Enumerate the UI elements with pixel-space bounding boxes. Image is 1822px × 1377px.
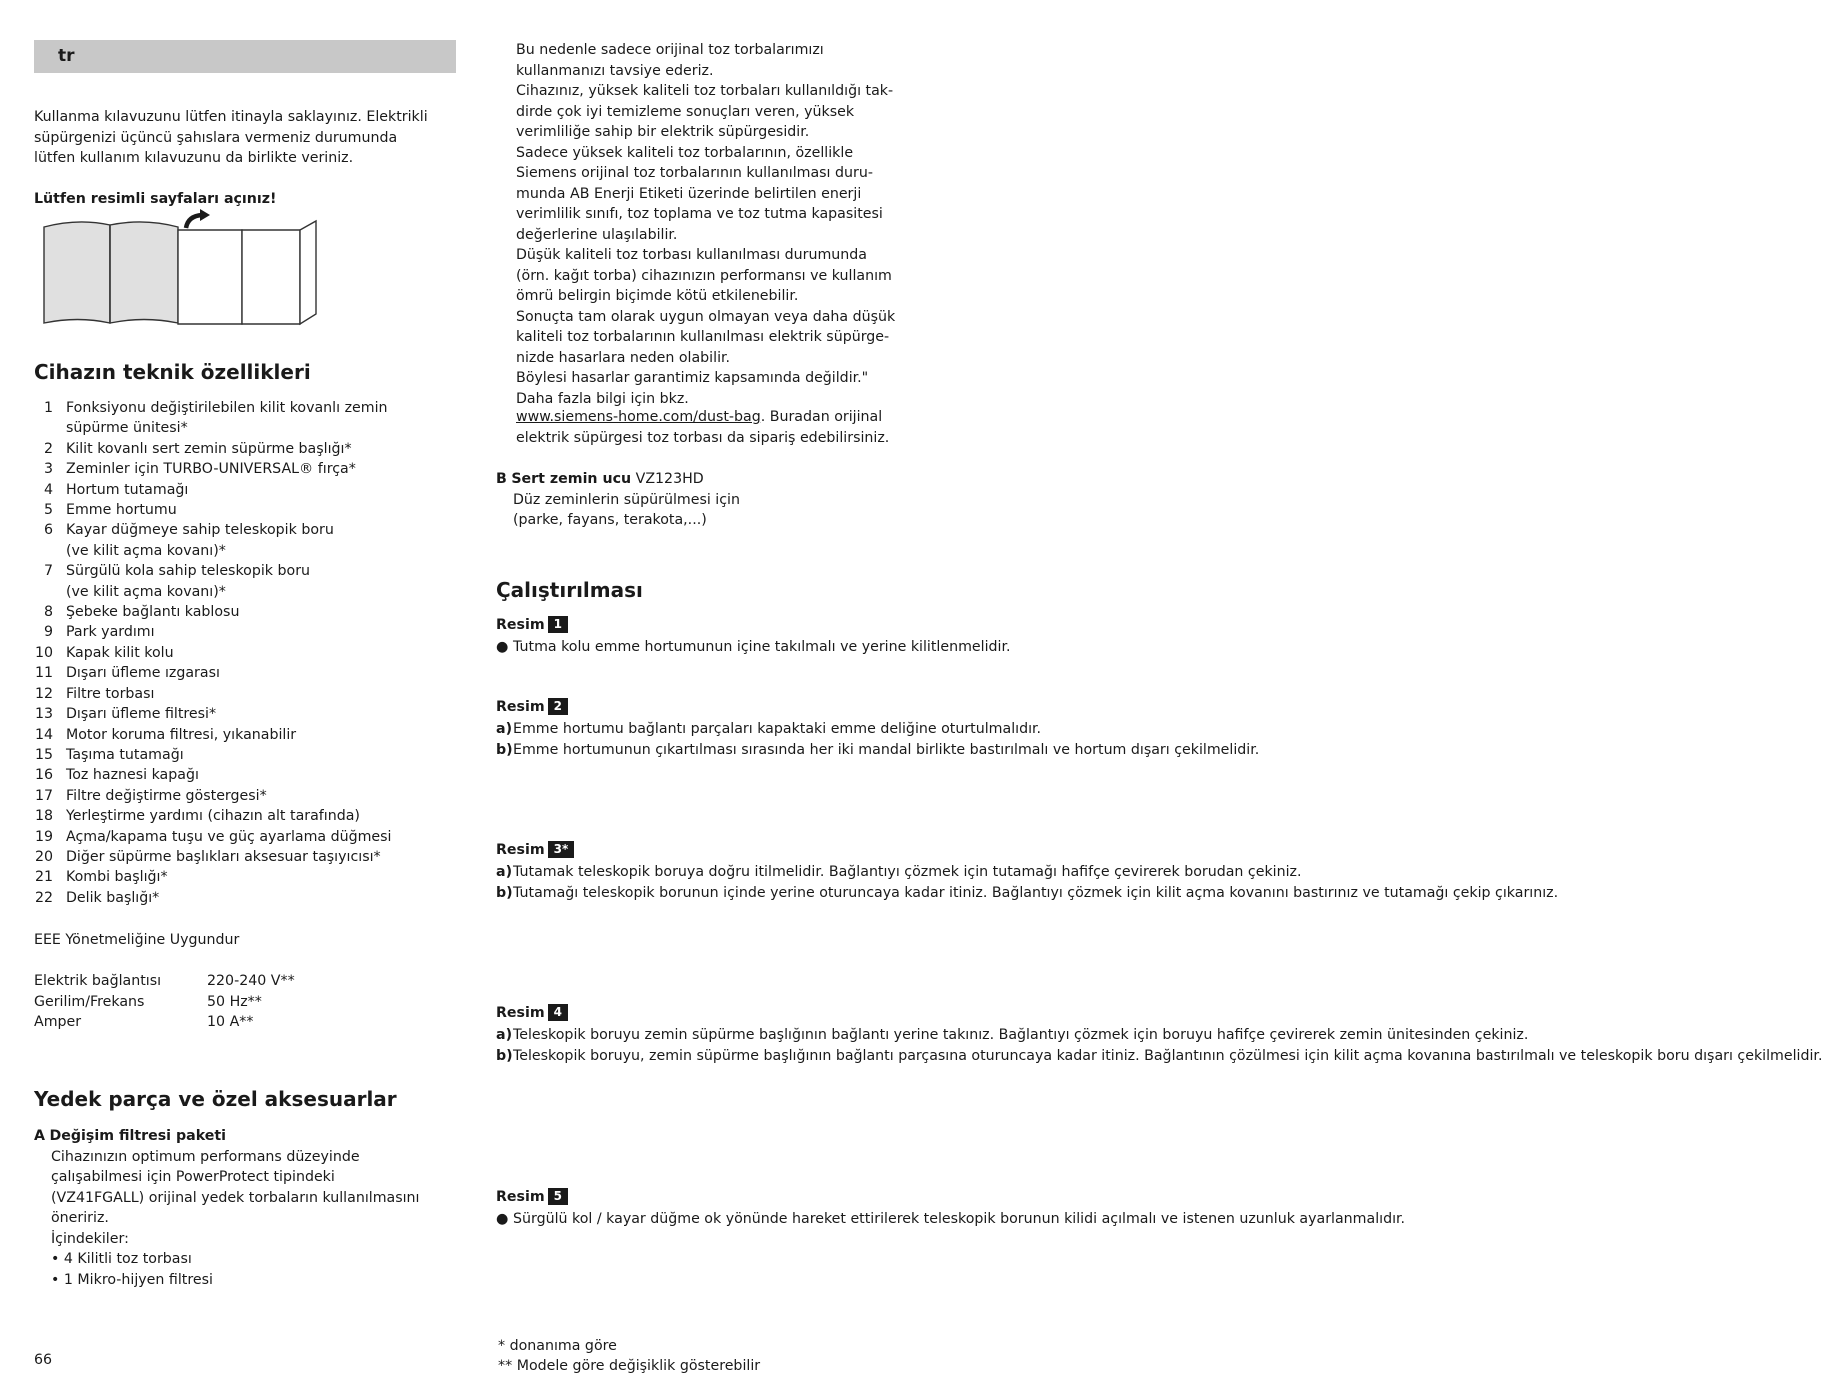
figure-label: Resim (496, 1189, 545, 1205)
instruction-step (496, 740, 1260, 761)
part-number: 13 (34, 706, 53, 723)
spare-item-line: dirde çok iyi temizleme sonuçları veren, yüksek (516, 103, 855, 120)
spare-item-b (496, 469, 740, 531)
step-marker: a) (496, 721, 513, 737)
part-number: 9 (43, 624, 53, 641)
parts-list-item (34, 520, 392, 540)
bullet-icon: ● (496, 639, 509, 655)
part-label: Kombi başlığı* (66, 869, 168, 886)
step-text: Sürgülü kol / kayar düğme ok yönünde hareket ettirilerek teleskopik borunun kilidi açılmalı ve istenen uzunluk ayarlanmalıdır. (513, 1211, 1406, 1227)
part-label: Motor koruma filtresi, yıkanabilir (66, 726, 297, 743)
parts-list-item (34, 561, 392, 581)
part-number: 5 (43, 502, 53, 519)
part-label: Şebeke bağlantı kablosu (66, 604, 240, 621)
figure-reference (496, 616, 568, 633)
spare-item-line: Düz zeminlerin süpürülmesi için (513, 491, 740, 508)
parts-list-item (34, 480, 392, 500)
figure-label: Resim (496, 842, 545, 858)
part-label: Zeminler için TURBO-UNIVERSAL® fırça* (66, 461, 356, 478)
figure-reference (496, 1188, 568, 1205)
step-text: Emme hortumunun çıkartılması sırasında her iki mandal birlikte bastırılmalı ve hortum dışarı çekilmelidir. (513, 742, 1260, 758)
part-label: Kayar düğmeye sahip teleskopik boru (66, 522, 334, 539)
spare-item-line: İçindekiler: (51, 1230, 129, 1247)
part-label: Taşıma tutamağı (66, 746, 184, 763)
part-number: 16 (34, 767, 53, 784)
step-text: Tutamağı teleskopik borunun içinde yerine oturuncaya kadar itiniz. Bağlantıyı çözmek için kilit açma kovanını bastırınız ve tutamağı çekip çıkarınız. (513, 885, 1559, 901)
figure-label: Resim (496, 699, 545, 715)
language-code: tr (58, 46, 75, 66)
instruction-step (496, 862, 1302, 883)
spare-item-line: çalışabilmesi için PowerProtect tipindeki (51, 1169, 335, 1185)
part-label: Sürgülü kola sahip teleskopik boru (66, 563, 311, 580)
instruction-step (496, 719, 1042, 740)
parts-list-item (34, 663, 392, 683)
spare-item-line: kaliteli toz torbalarının kullanılması elektrik süpürge- (516, 329, 890, 345)
spare-item-line: • 1 Mikro-hijyen filtresi (51, 1271, 213, 1288)
spare-item-line: Daha fazla bilgi için bkz. (516, 390, 689, 407)
parts-list-item (34, 765, 392, 785)
instruction-step (496, 637, 1011, 658)
parts-list-item (34, 684, 392, 704)
spare-item-a-continued (516, 40, 895, 409)
step-marker: b) (496, 742, 513, 758)
spare-item-line: Siemens orijinal toz torbalarının kullanılması duru- (516, 165, 873, 181)
intro-paragraph (34, 107, 428, 169)
spare-item-letter: B (496, 471, 507, 487)
part-label: Dışarı üfleme ızgarası (66, 665, 220, 682)
step-text: Teleskopik boruyu zemin süpürme başlığının bağlantı yerine takınız. Bağlantıyı çözmek için boruyu hafifçe çevirerek zemin ünitesinden çekiniz. (513, 1027, 1529, 1043)
part-number: 6 (43, 522, 53, 539)
part-number: 1 (43, 400, 53, 416)
part-number: 4 (43, 481, 53, 498)
spare-item-line: (VZ41FGALL) orijinal yedek torbaların kullanılmasını (51, 1189, 420, 1206)
parts-list-item (34, 418, 392, 438)
step-text: Tutamak teleskopik boruya doğru itilmelidir. Bağlantıyı çözmek için tutamağı hafifçe çevirerek borudan çekiniz. (513, 864, 1302, 880)
figure-label: Resim (496, 1005, 545, 1021)
intro-line: lütfen kullanım kılavuzunu da birlikte veriniz. (34, 150, 354, 166)
spare-item-line: elektrik süpürgesi toz torbası da sipariş edebilirsiniz. (516, 429, 890, 446)
spare-item-line: Böylesi hasarlar garantimiz kapsamında değildir." (516, 370, 869, 386)
fold-out-pages-illustration (38, 210, 320, 328)
dust-bag-link[interactable]: www.siemens-home.com/dust-bag (516, 409, 761, 425)
eee-compliance: EEE Yönetmeliğine Uygundur (34, 932, 240, 948)
spare-item-line: Bu nedenle sadece orijinal toz torbalarımızı (516, 42, 824, 58)
part-number: 3 (43, 461, 53, 478)
figure-number-badge: 1 (548, 616, 568, 633)
step-text: Teleskopik boruyu, zemin süpürme başlığının bağlantı parçasına oturuncaya kadar itiniz. Bağlantının çözülmesi için kilit açma kovanına bastırılmalı ve teleskopik boru dışarı çekilmelidir. (513, 1048, 1822, 1064)
figure-reference (496, 1004, 568, 1021)
spare-item-line: kullanmanızı tavsiye ederiz. (516, 62, 714, 79)
part-number: 20 (34, 848, 53, 865)
part-label: Açma/kapama tuşu ve güç ayarlama düğmesi (66, 828, 392, 845)
figure-reference (496, 698, 568, 715)
spare-item-a (34, 1126, 419, 1290)
parts-list-item (34, 725, 392, 745)
part-number: 15 (34, 746, 53, 763)
part-label: Dışarı üfleme filtresi* (66, 706, 217, 723)
parts-list-item (34, 806, 392, 826)
footnote: ** Modele göre değişiklik gösterebilir (498, 1358, 761, 1374)
parts-list-item (34, 582, 392, 602)
operation-heading: Çalıştırılması (496, 578, 643, 602)
part-label: Delik başlığı* (66, 889, 160, 906)
page-number: 66 (34, 1352, 53, 1368)
part-number: 17 (34, 787, 53, 804)
part-label: Emme hortumu (66, 502, 177, 519)
spare-item-line: Düşük kaliteli toz torbası kullanılması durumunda (516, 247, 867, 263)
part-label: (ve kilit açma kovanı)* (66, 542, 226, 559)
spec-label: Amper (34, 1014, 82, 1030)
spec-row (34, 971, 295, 992)
spare-item-line: (örn. kağıt torba) cihazınızın performansı ve kullanım (516, 267, 892, 284)
spare-item-line: değerlerine ulaşılabilir. (516, 226, 678, 243)
parts-list-item (34, 398, 392, 418)
part-label: Hortum tutamağı (66, 481, 189, 498)
parts-list-item (34, 541, 392, 561)
part-label: Diğer süpürme başlıkları aksesuar taşıyıcısı* (66, 848, 381, 865)
part-label: Filtre değiştirme göstergesi* (66, 787, 267, 804)
part-number: 14 (34, 726, 53, 743)
spec-row (34, 992, 295, 1013)
spec-value: 220-240 V** (207, 973, 295, 989)
spare-item-line: • 4 Kilitli toz torbası (51, 1251, 192, 1267)
part-label: süpürme ünitesi* (66, 420, 188, 437)
part-number: 11 (34, 665, 53, 682)
instruction-step (496, 883, 1559, 904)
parts-list-item (34, 622, 392, 642)
part-number: 12 (34, 685, 53, 702)
parts-list-item (34, 602, 392, 622)
spec-value: 50 Hz** (207, 993, 262, 1010)
parts-list-item (34, 500, 392, 520)
spec-value: 10 A** (207, 1014, 254, 1030)
part-number: 7 (43, 563, 53, 580)
spare-item-title: Sert zemin ucu (511, 471, 632, 487)
parts-list (34, 398, 392, 908)
spec-row (34, 1012, 295, 1033)
step-marker: a) (496, 1027, 513, 1043)
intro-line: süpürgenizi üçüncü şahıslara vermeniz durumunda (34, 129, 398, 146)
language-tab-bar (34, 40, 456, 73)
part-number: 19 (34, 828, 53, 845)
spare-item-line: Cihazınızın optimum performans düzeyinde (51, 1148, 360, 1165)
part-label: Kapak kilit kolu (66, 644, 174, 661)
step-text: Tutma kolu emme hortumunun içine takılmalı ve yerine kilitlenmelidir. (513, 639, 1011, 655)
spare-item-line: Cihazınız, yüksek kaliteli toz torbaları kullanıldığı tak- (516, 83, 894, 99)
parts-list-item (34, 847, 392, 867)
intro-line: Kullanma kılavuzunu lütfen itinayla saklayınız. Elektrikli (34, 109, 428, 125)
parts-list-item (34, 827, 392, 847)
part-label: Park yardımı (66, 624, 155, 641)
spare-item-code: VZ123HD (635, 471, 704, 487)
open-pages-note: Lütfen resimli sayfaları açınız! (34, 191, 277, 207)
parts-list-item (34, 867, 392, 887)
spare-parts-heading: Yedek parça ve özel aksesuarlar (34, 1087, 397, 1111)
parts-list-item (34, 888, 392, 908)
part-label: Filtre torbası (66, 685, 155, 702)
part-number: 2 (43, 440, 53, 457)
link-trailing-text: . Buradan orijinal (760, 409, 883, 425)
part-label: Yerleştirme yardımı (cihazın alt tarafında) (66, 808, 360, 825)
spare-item-line: Sadece yüksek kaliteli toz torbalarının, özellikle (516, 144, 854, 161)
figure-reference (496, 841, 574, 858)
instruction-step (496, 1046, 1822, 1067)
step-marker: a) (496, 864, 513, 880)
parts-list-item (34, 704, 392, 724)
figure-label: Resim (496, 617, 545, 633)
parts-list-item (34, 439, 392, 459)
instruction-step (496, 1209, 1406, 1230)
parts-list-item (34, 643, 392, 663)
spare-item-letter: A (34, 1128, 45, 1144)
part-label: Fonksiyonu değiştirilebilen kilit kovanlı zemin (66, 400, 388, 416)
figure-number-badge: 2 (548, 698, 568, 715)
part-number: 22 (34, 889, 53, 906)
footnote: * donanıma göre (498, 1338, 617, 1354)
step-marker: b) (496, 1048, 513, 1064)
figure-number-badge: 5 (548, 1188, 568, 1205)
step-text: Emme hortumu bağlantı parçaları kapaktaki emme deliğine oturtulmalıdır. (513, 721, 1042, 737)
instruction-step (496, 1025, 1529, 1046)
parts-list-item (34, 459, 392, 479)
part-label: Kilit kovanlı sert zemin süpürme başlığı* (66, 440, 352, 457)
spare-item-line: (parke, fayans, terakota,...) (513, 512, 707, 528)
bullet-icon: ● (496, 1211, 509, 1227)
tech-specs-heading: Cihazın teknik özellikleri (34, 360, 311, 384)
part-label: (ve kilit açma kovanı)* (66, 583, 226, 600)
spare-item-line: munda AB Enerji Etiketi üzerinde belirtilen enerji (516, 185, 862, 202)
part-label: Toz haznesi kapağı (66, 767, 199, 784)
spec-label: Gerilim/Frekans (34, 993, 145, 1010)
part-number: 10 (34, 644, 53, 661)
step-marker: b) (496, 885, 513, 901)
parts-list-item (34, 745, 392, 765)
part-number: 21 (34, 869, 53, 886)
spare-item-line: verimliliğe sahip bir elektrik süpürgesidir. (516, 124, 810, 140)
dust-bag-link-line (516, 407, 889, 448)
figure-number-badge: 3* (548, 841, 575, 858)
spec-label: Elektrik bağlantısı (34, 973, 162, 989)
spare-item-title: Değişim filtresi paketi (49, 1128, 227, 1144)
part-number: 18 (34, 808, 53, 825)
spare-item-line: Sonuçta tam olarak uygun olmayan veya daha düşük (516, 308, 896, 325)
spare-item-line: ömrü belirgin biçimde kötü etkilenebilir. (516, 288, 799, 304)
spare-item-line: nizde hasarlara neden olabilir. (516, 349, 731, 366)
spare-item-line: verimlilik sınıfı, toz toplama ve toz tutma kapasitesi (516, 206, 883, 222)
electrical-specs (34, 971, 295, 1033)
parts-list-item (34, 786, 392, 806)
spare-item-line: öneririz. (51, 1210, 109, 1226)
figure-number-badge: 4 (548, 1004, 568, 1021)
part-number: 8 (43, 604, 53, 621)
